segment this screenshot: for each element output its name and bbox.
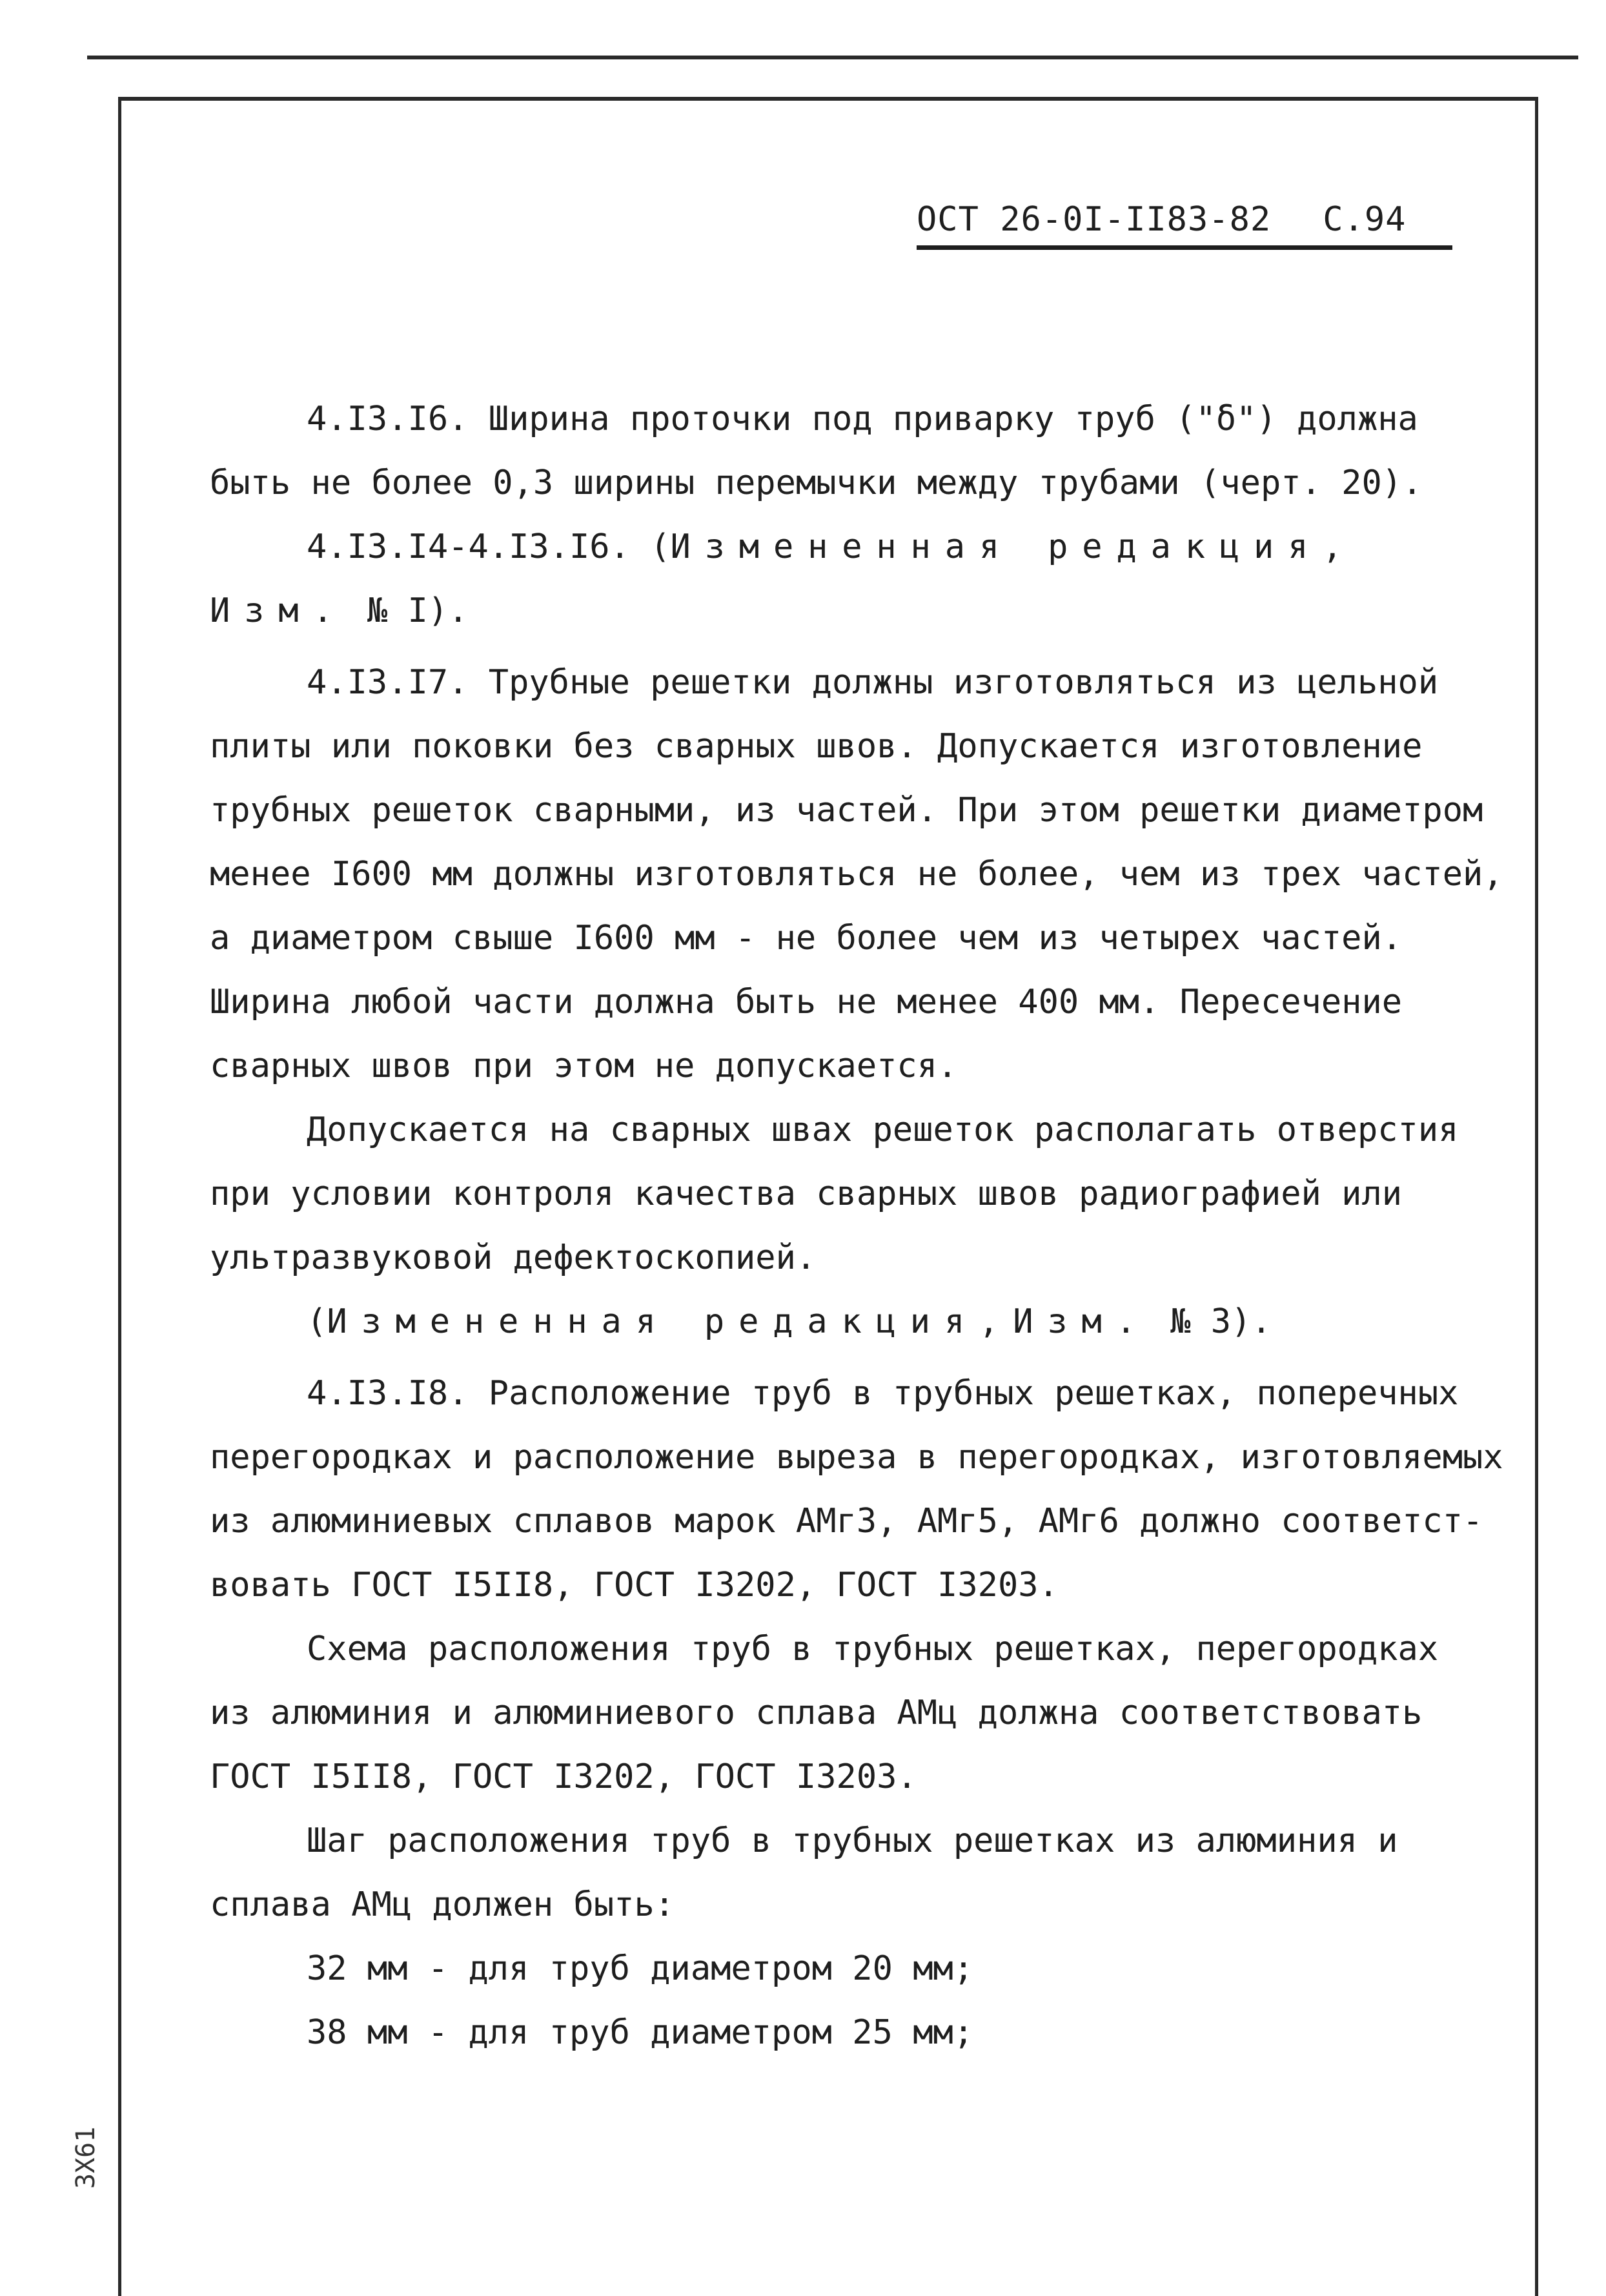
text-line: Допускается на сварных швах решеток располагать отверстия (307, 1111, 1459, 1149)
text-line (210, 579, 1494, 643)
page-number: С.94 (1323, 200, 1407, 239)
text-line: сварных швов при этом не допускается. (210, 1047, 958, 1085)
amended-edition-note: Измененная редакция, (670, 528, 1357, 566)
top-border-line (87, 56, 1578, 59)
margin-note: 3X61 (71, 2126, 101, 2189)
text-line: 4.I3.I7. Трубные решетки должны изготовляться из цельной (307, 663, 1439, 702)
amendment-label: Изм. (210, 591, 347, 630)
text-line (210, 515, 1494, 579)
text-line: из алюминия и алюминиевого сплава АМц должна соответствовать (210, 1694, 1423, 1732)
text-line: а диаметром свыше I600 мм - не более чем из четырех частей. (210, 919, 1403, 958)
amended-edition-note: Измененная редакция, (327, 1302, 1013, 1341)
clause-ref: 4.I3.I4-4.I3.I6. ( (307, 528, 671, 566)
text-line: ГОСТ I5II8, ГОСТ I3202, ГОСТ I3203. (210, 1758, 917, 1796)
list-item: 32 мм - для труб диаметром 20 мм; (307, 1949, 974, 1988)
text-line: вовать ГОСТ I5II8, ГОСТ I3202, ГОСТ I3203. (210, 1566, 1059, 1604)
text-line: сплава АМц должен быть: (210, 1885, 675, 1924)
text-line: Схема расположения труб в трубных решетках, перегородках (307, 1630, 1439, 1668)
text-line (210, 1290, 1494, 1354)
text-line: трубных решеток сварными, из частей. При этом решетки диаметром (210, 791, 1483, 830)
list-item: 38 мм - для труб диаметром 25 мм; (307, 2013, 974, 2052)
text-line: быть не более 0,3 ширины перемычки между трубами (черт. 20). (210, 464, 1423, 502)
text-line: плиты или поковки без сварных швов. Допускается изготовление (210, 727, 1423, 766)
paren-open: ( (307, 1302, 327, 1341)
text-line: из алюминиевых сплавов марок АМг3, АМг5, АМг6 должно соответст- (210, 1502, 1483, 1541)
text-line: менее I600 мм должны изготовляться не более, чем из трех частей, (210, 855, 1503, 894)
amendment-number: № I). (347, 591, 469, 630)
amendment-number: № 3). (1150, 1302, 1272, 1341)
document-code: ОСТ 26-0I-II83-82 (917, 200, 1272, 239)
page-header (917, 200, 1406, 239)
document-body (210, 387, 1503, 2065)
text-line: 4.I3.I8. Расположение труб в трубных решетках, поперечных (307, 1374, 1459, 1413)
text-line: ультразвуковой дефектоскопией. (210, 1238, 817, 1277)
text-line: 4.I3.I6. Ширина проточки под приварку труб ("δ") должна (307, 400, 1418, 438)
text-line: при условии контроля качества сварных швов радиографией или (210, 1174, 1403, 1213)
text-line: Шаг расположения труб в трубных решетках из алюминия и (307, 1821, 1398, 1860)
text-line: перегородках и расположение выреза в перегородках, изготовляемых (210, 1438, 1503, 1477)
text-line: Ширина любой части должна быть не менее 400 мм. Пересечение (210, 983, 1403, 1021)
amendment-label: Изм. (1013, 1302, 1150, 1341)
header-underline (917, 245, 1452, 250)
